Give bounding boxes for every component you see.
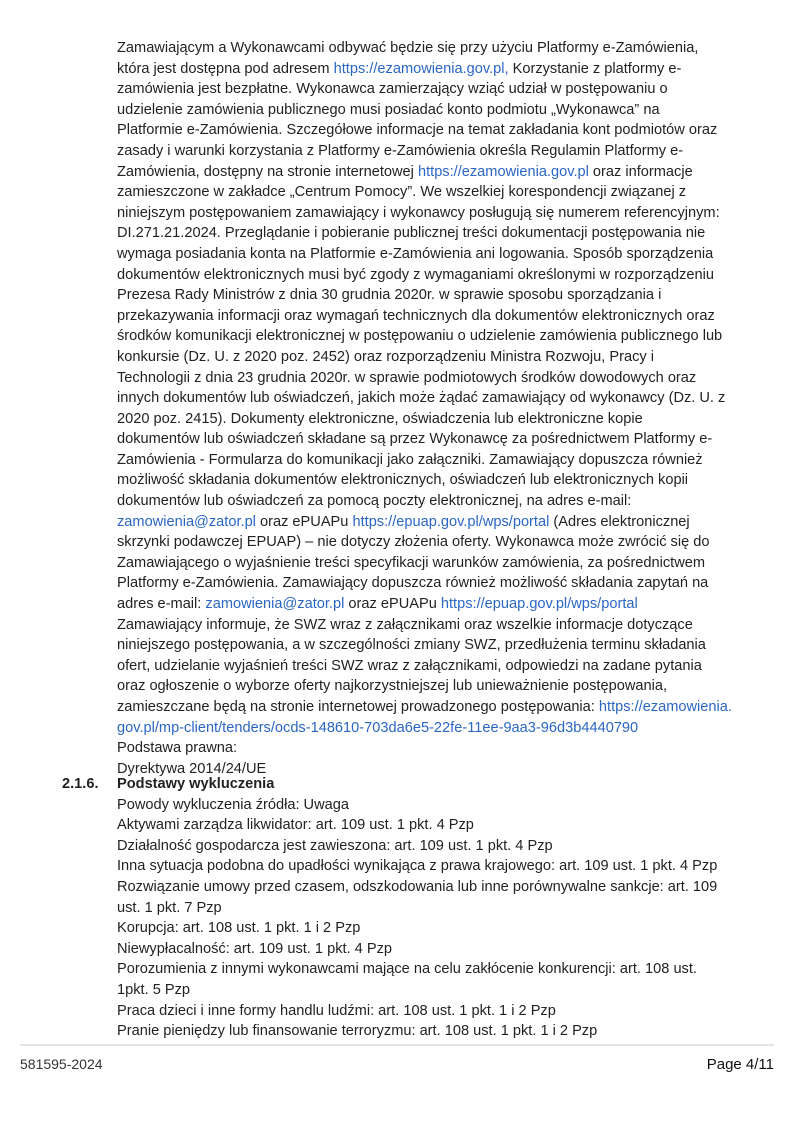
text-line — [117, 718, 757, 739]
text-segment: konkursie (Dz. U. z 2020 poz. 2452) oraz rozporządzeniu Ministra Rozwoju, Pracy i — [117, 348, 654, 365]
text-line — [117, 244, 757, 265]
text-segment: skrzynki podawczej EPUAP) – nie dotyczy złożenia oferty. Wykonawca może zwrócić się do — [117, 534, 710, 551]
footer-divider — [20, 1044, 774, 1046]
exclusion-ground-line: Powody wykluczenia źródła: Uwaga — [117, 796, 349, 813]
text-line — [117, 59, 757, 80]
footer-page-number: Page 4/11 — [706, 1056, 774, 1073]
text-line — [117, 388, 757, 409]
text-segment: Zamawiającego o wyjaśnienie treści specyfikacji warunków zamówienia, za pośrednictwem — [117, 554, 706, 571]
section-title: Podstawy wykluczenia — [117, 776, 275, 792]
text-segment: oraz informacje — [588, 163, 693, 180]
text-segment: oraz ePUAPu — [344, 596, 441, 613]
text-line — [117, 368, 757, 389]
text-segment: dokumentów lub oświadczeń za pomocą poczty elektronicznej, na adres e-mail: — [117, 493, 632, 510]
hyperlink[interactable]: https://ezamowienia.gov.pl — [417, 163, 589, 180]
text-segment: zasady i warunki korzystania z Platformy e-Zamówienia określa Regulamin Platformy e- — [117, 142, 684, 159]
text-segment: dokumentów lub oświadczeń składane są przez Wykonawcę za pośrednictwem Platformy e- — [117, 431, 713, 448]
text-line — [117, 676, 757, 697]
text-segment: Technologii z dnia 23 grudnia 2020r. w sprawie podmiotowych środków dowodowych oraz — [117, 369, 697, 386]
text-segment: Platformy e-Zamówienia. Zamawiający dopuszcza również możliwość składania zapytań na — [117, 575, 709, 592]
text-segment: niniejszego postępowania, a w szczególności zmiany SWZ, przedłużenia terminu składania — [117, 637, 706, 654]
text-line — [117, 182, 757, 203]
text-segment: która jest dostępna pod adresem — [117, 60, 334, 77]
text-segment: Zamawiającym a Wykonawcami odbywać będzie się przy użyciu Platformy e-Zamówienia, — [117, 40, 699, 56]
text-line — [117, 532, 757, 553]
exclusion-ground-line: Inna sytuacja podobna do upadłości wynikająca z prawa krajowego: art. 109 ust. 1 pkt. 4 Pzp — [117, 858, 718, 875]
text-line — [117, 38, 757, 59]
text-line — [117, 347, 757, 368]
text-segment: 2020 poz. 2415). Dokumenty elektroniczne, oświadczenia lub elektroniczne kopie — [117, 410, 643, 427]
hyperlink[interactable]: zamowienia@zator.pl — [117, 513, 256, 530]
text-line — [117, 429, 757, 450]
text-line — [117, 491, 757, 512]
text-line — [117, 512, 757, 533]
exclusion-ground-line: Praca dzieci i inne formy handlu ludźmi: art. 108 ust. 1 pkt. 1 i 2 Pzp — [117, 1002, 556, 1019]
text-segment: zamówienia jest bezpłatne. Wykonawca zamierzający wziąć udział w postępowaniu o — [117, 81, 668, 98]
text-segment: oraz ogłoszenie o wyborze oferty najkorzystniejszej lub unieważnienie postępowania, — [117, 678, 668, 695]
text-line — [117, 141, 757, 162]
text-line — [117, 203, 757, 224]
text-segment: przekazywania informacji oraz wymagań technicznych dla dokumentów elektronicznych oraz — [117, 307, 715, 324]
footer-document-id: 581595-2024 — [20, 1056, 103, 1072]
text-line — [117, 470, 757, 491]
text-line — [117, 409, 757, 430]
text-segment: ofert, udzielanie wyjaśnień treści SWZ wraz z załącznikami, odpowiedzi na zadane pytania — [117, 657, 702, 674]
exclusion-ground-line: Niewypłacalność: art. 109 ust. 1 pkt. 4 Pzp — [117, 940, 392, 957]
body-text — [117, 38, 757, 779]
text-line — [117, 285, 757, 306]
text-segment: oraz ePUAPu — [255, 513, 353, 530]
section-body — [117, 795, 762, 1042]
text-line — [117, 553, 757, 574]
section-exclusion-grounds — [62, 774, 762, 1042]
exclusion-ground-line: 1pkt. 5 Pzp — [117, 981, 191, 998]
hyperlink[interactable]: https://epuap.gov.pl/wps/portal — [440, 596, 638, 613]
text-line — [117, 594, 757, 615]
text-line — [117, 79, 757, 100]
text-segment: innych dokumentów lub oświadczeń, jakich może żądać zamawiający od wykonawcy (Dz. U. z — [117, 390, 726, 407]
text-segment: adres e-mail: — [117, 596, 206, 613]
text-segment: Zamówienia, dostępny na stronie internetowej — [117, 163, 418, 180]
text-segment: zamieszczone w zakładce „Centrum Pomocy”. We wszelkiej korespondencji związanej z — [117, 184, 687, 201]
text-segment: Platformie e-Zamówienia. Szczegółowe informacje na temat zakładania kont podmiotów oraz — [117, 122, 718, 139]
text-line — [117, 615, 757, 636]
text-segment: DI.271.21.2024. Przeglądanie i pobieranie publicznej treści dokumentacji postępowania nie — [117, 225, 706, 242]
hyperlink[interactable]: https://epuap.gov.pl/wps/portal — [352, 513, 550, 530]
hyperlink[interactable]: https://ezamowienia.gov.pl, — [333, 60, 509, 77]
exclusion-ground-line: Korupcja: art. 108 ust. 1 pkt. 1 i 2 Pzp — [117, 920, 361, 937]
text-segment: zamieszczane będą na stronie internetowej prowadzonego postępowania: — [117, 699, 599, 715]
exclusion-ground-line: Rozwiązanie umowy przed czasem, odszkodowania lub inne porównywalne sankcje: art. 109 — [117, 878, 718, 895]
text-segment: wymaga posiadania konta na Platformie e-Zamówienia ani logowania. Sposób sporządzenia — [117, 245, 714, 262]
hyperlink[interactable]: gov.pl/mp-client/tenders/ocds-148610-703da6e5-22fe-11ee-9aa3-96d3b4440790 — [117, 719, 639, 736]
hyperlink[interactable]: zamowienia@zator.pl — [205, 596, 345, 613]
text-segment: możliwość składania dokumentów elektronicznych, oświadczeń lub elektronicznych kopii — [117, 472, 689, 489]
text-segment: Korzystanie z platformy e- — [508, 60, 682, 77]
exclusion-ground-line: Działalność gospodarcza jest zawieszona: art. 109 ust. 1 pkt. 4 Pzp — [117, 837, 553, 854]
hyperlink[interactable]: https://ezamowienia. — [598, 699, 732, 715]
text-segment: niniejszym postępowaniem zamawiający i wykonawcy posługują się numerem referencyjnym: — [117, 204, 720, 221]
text-line — [117, 573, 757, 594]
text-line — [117, 635, 757, 656]
section-number: 2.1.6. — [62, 776, 99, 792]
text-segment: Prezesa Rady Ministrów z dnia 30 grudnia 2020r. w sprawie sposobu sporządzania i — [117, 287, 662, 304]
exclusion-ground-line: ust. 1 pkt. 7 Pzp — [117, 899, 222, 916]
text-segment: dokumentów elektronicznych musi być zgody z wymaganiami określonymi w rozporządzeniu — [117, 266, 714, 283]
text-segment: Zamówienia - Formularza do komunikacji jako załączniki. Zamawiający dopuszcza również — [117, 451, 703, 468]
text-line — [117, 450, 757, 471]
text-segment: Podstawa prawna: — [117, 740, 238, 757]
text-line — [117, 697, 757, 718]
text-line — [117, 100, 757, 121]
text-segment: Zamawiający informuje, że SWZ wraz z załącznikami oraz wszelkie informacje dotyczące — [117, 616, 693, 633]
text-line — [117, 120, 757, 141]
text-segment: środków komunikacji elektronicznej w postępowaniu o udzielenie zamówienia publicznego lub — [117, 328, 723, 345]
section-heading — [62, 774, 762, 795]
text-segment: (Adres elektronicznej — [549, 513, 690, 530]
text-line — [117, 265, 757, 286]
text-line — [117, 738, 757, 759]
exclusion-ground-line: Aktywami zarządza likwidator: art. 109 ust. 1 pkt. 4 Pzp — [117, 817, 474, 834]
exclusion-ground-line: Pranie pieniędzy lub finansowanie terroryzmu: art. 108 ust. 1 pkt. 1 i 2 Pzp — [117, 1023, 598, 1040]
text-line — [117, 223, 757, 244]
text-line — [117, 656, 757, 677]
text-line — [117, 162, 757, 183]
exclusion-ground-line: Porozumienia z innymi wykonawcami mające na celu zakłócenie konkurencji: art. 108 ust. — [117, 961, 697, 978]
text-line — [117, 326, 757, 347]
text-line — [117, 306, 757, 327]
text-segment: udzielenie zamówienia publicznego musi posiadać konto podmiotu „Wykonawca” na — [117, 101, 660, 118]
text-segment: Dyrektywa 2014/24/UE — [117, 760, 267, 777]
